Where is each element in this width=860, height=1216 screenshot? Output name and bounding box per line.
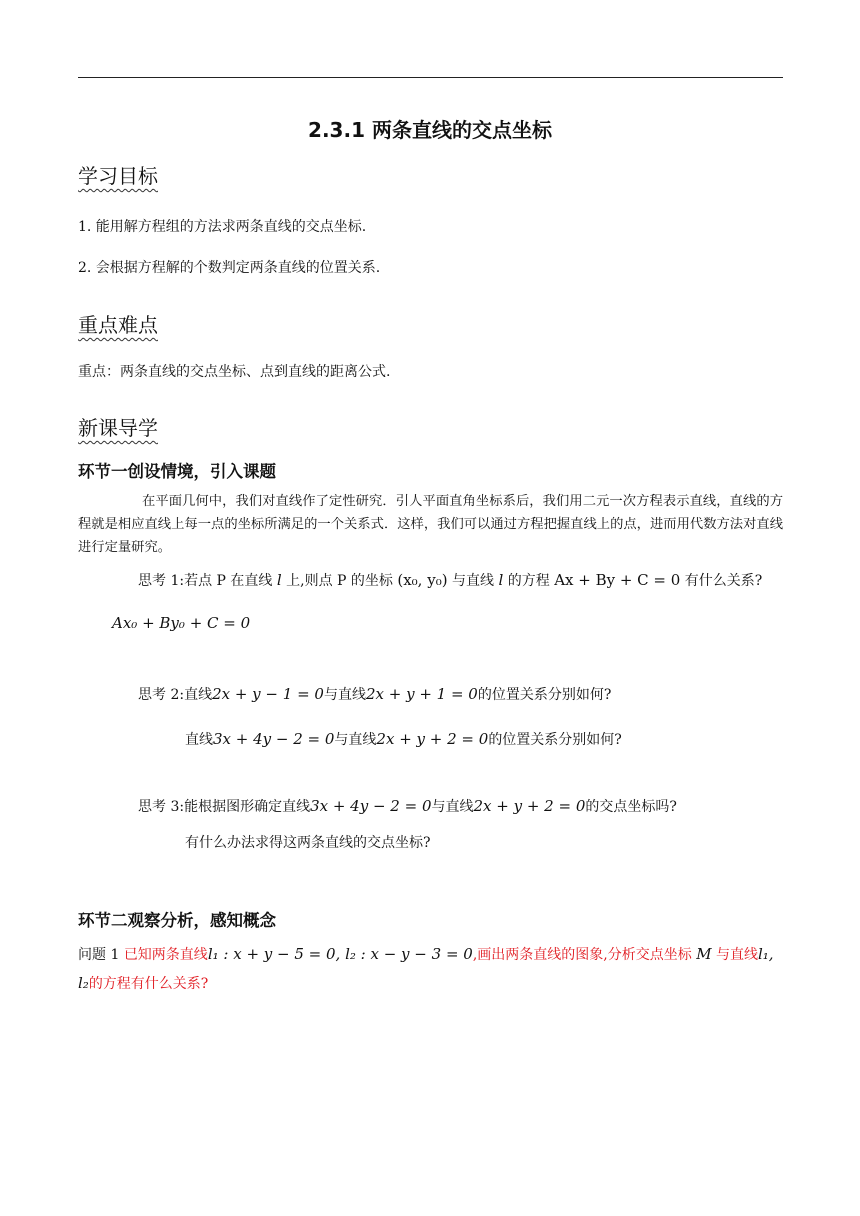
think1-answer: Ax₀ + By₀ + C = 0	[112, 614, 251, 632]
think2-question: 思考 2:直线2x + y − 1 = 0与直线2x + y + 1 = 0的位置关系分别如何?	[138, 685, 612, 703]
step2-heading: 环节二观察分析，感知概念	[78, 911, 276, 930]
think3-question-line2: 有什么办法求得这两条直线的交点坐标?	[185, 835, 431, 851]
top-rule	[78, 77, 783, 78]
think2-question-line2: 直线3x + 4y − 2 = 0与直线2x + y + 2 = 0的位置关系分别如何?	[185, 730, 622, 748]
problem-1-label: 问题 1	[78, 947, 120, 963]
page-title: 2.3.1 两条直线的交点坐标	[308, 118, 552, 142]
key-points-text: 重点：两条直线的交点坐标、点到直线的距离公式.	[78, 364, 391, 380]
intro-paragraph: 在平面几何中，我们对直线作了定性研究．引人平面直角坐标系后，我们用二元一次方程表示直线，直线的方程就是相应直线上每一点的坐标所满足的一个关系式．这样，我们可以通过方程把握直线上的点，进而用代数方法对直线进行定量研究。	[78, 494, 783, 555]
problem-1: 问题 1 已知两条直线l₁ : x + y − 5 = 0, l₂ : x − y − 3 = 0,画出两条直线的图象,分析交点坐标 M 与直线l₁, l₂的方程有什么关系?	[78, 945, 774, 992]
step1-heading: 环节一创设情境，引入课题	[78, 462, 276, 481]
goal-item-1: 1. 能用解方程组的方法求两条直线的交点坐标.	[78, 219, 367, 235]
section-heading-goals: 学习目标	[78, 164, 158, 188]
think1-question: 思考 1:若点 P 在直线 l 上,则点 P 的坐标 (x₀, y₀) 与直线 l 的方程 Ax + By + C = 0 有什么关系?	[138, 571, 763, 589]
section-heading-new: 新课导学	[78, 416, 158, 440]
think3-question: 思考 3:能根据图形确定直线3x + 4y − 2 = 0与直线2x + y + 2 = 0的交点坐标吗?	[138, 797, 677, 815]
goal-item-2: 2. 会根据方程解的个数判定两条直线的位置关系.	[78, 260, 381, 276]
section-heading-key: 重点难点	[78, 313, 158, 337]
